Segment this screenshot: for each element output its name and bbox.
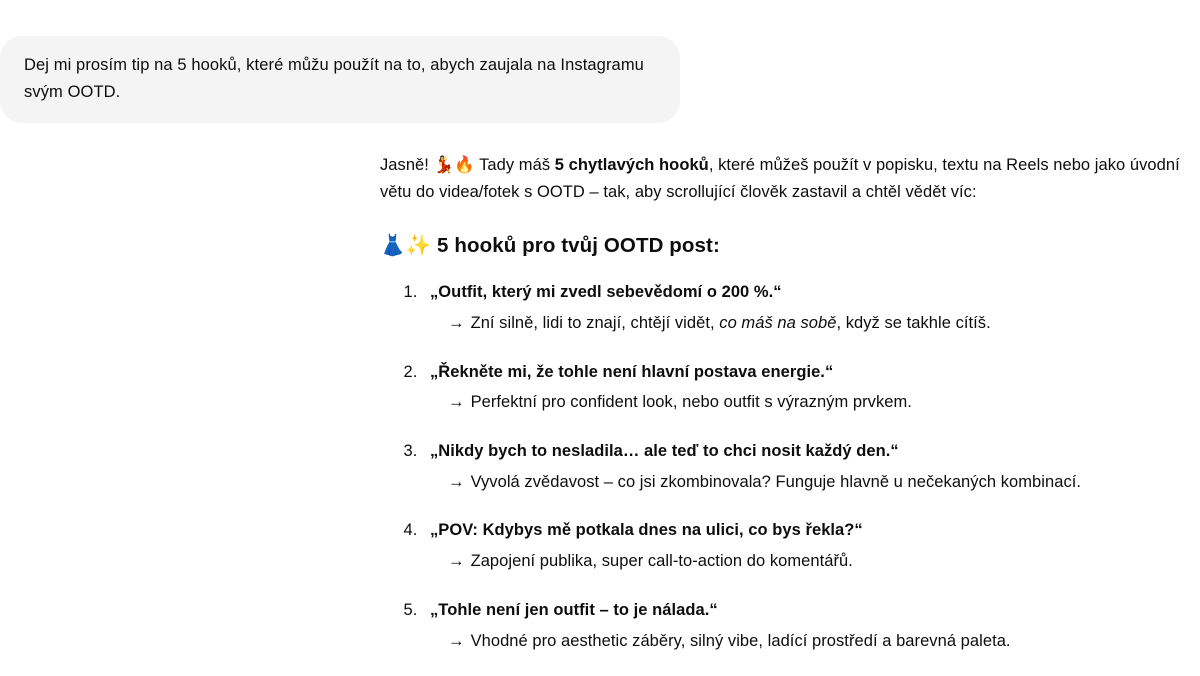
hook-note-before-italic: Zapojení publika, super call-to-action do komentářů. bbox=[470, 552, 853, 571]
hook-note bbox=[430, 548, 1190, 575]
arrow-right-icon: → bbox=[448, 393, 465, 412]
hook-note bbox=[430, 310, 1190, 337]
hook-note bbox=[430, 389, 1190, 416]
hook-note-before-italic: Vyvolá zvědavost – co jsi zkombinovala? Funguje hlavně u nečekaných kombinací. bbox=[470, 472, 1082, 491]
assistant-message bbox=[380, 152, 1190, 676]
hook-title: 1. „Outfit, který mi zvedl sebevědomí o 200 %.“ bbox=[430, 283, 782, 302]
arrow-right-icon: → bbox=[448, 552, 465, 571]
hooks-list bbox=[380, 279, 1190, 654]
hook-note-italic: co máš na sobě bbox=[719, 313, 837, 332]
intro-text-before-bold: Tady máš bbox=[479, 156, 555, 174]
list-item bbox=[422, 517, 1190, 574]
list-item bbox=[422, 438, 1190, 495]
hook-title: 3. „Nikdy bych to nesladila… ale teď to chci nosit každý den.“ bbox=[430, 442, 899, 460]
list-item bbox=[422, 279, 1190, 336]
hook-title: 5. „Tohle není jen outfit – to je nálada.“ bbox=[430, 600, 718, 619]
hook-title: 4. „POV: Kdybys mě potkala dnes na ulici, co bys řekla?“ bbox=[430, 521, 863, 540]
hook-note-after-italic: , když se takhle cítíš. bbox=[836, 313, 991, 332]
list-item bbox=[422, 597, 1190, 654]
section-heading bbox=[380, 231, 1190, 261]
section-heading-label: 5 hooků pro tvůj OOTD post: bbox=[437, 234, 720, 258]
hook-note bbox=[430, 628, 1190, 655]
hook-note bbox=[430, 469, 1190, 496]
list-item bbox=[422, 359, 1190, 416]
intro-greeting: Jasně! bbox=[380, 156, 429, 174]
intro-bold-phrase: 5 chytlavých hooků bbox=[554, 156, 709, 174]
arrow-right-icon: → bbox=[448, 313, 465, 332]
hook-note-before-italic: Vhodné pro aesthetic záběry, silný vibe, ladící prostředí a barevná paleta. bbox=[470, 631, 1011, 650]
intro-text-after-bold: , které můžeš použít v popisku, textu na Reels nebo jako úvodní větu do videa/fotek s OOTD – tak, aby scrollující člověk zastavil a chtěl vědět víc: bbox=[380, 156, 1180, 201]
dress-sparkles-emoji: 👗✨ bbox=[380, 233, 432, 258]
assistant-intro-paragraph bbox=[380, 152, 1190, 205]
user-message-bubble: Dej mi prosím tip na 5 hooků, které můžu použít na to, abych zaujala na Instagramu svým OOTD. bbox=[0, 36, 680, 123]
arrow-right-icon: → bbox=[448, 472, 465, 491]
arrow-right-icon: → bbox=[448, 631, 465, 650]
hook-note-before-italic: Perfektní pro confident look, nebo outfit s výrazným prvkem. bbox=[470, 393, 912, 412]
user-message-row bbox=[0, 36, 680, 123]
dancer-fire-emoji: 💃🔥 bbox=[433, 155, 475, 174]
hook-note-before-italic: Zní silně, lidi to znají, chtějí vidět, bbox=[470, 313, 720, 332]
hook-title: 2. „Řekněte mi, že tohle není hlavní postava energie.“ bbox=[430, 362, 834, 381]
